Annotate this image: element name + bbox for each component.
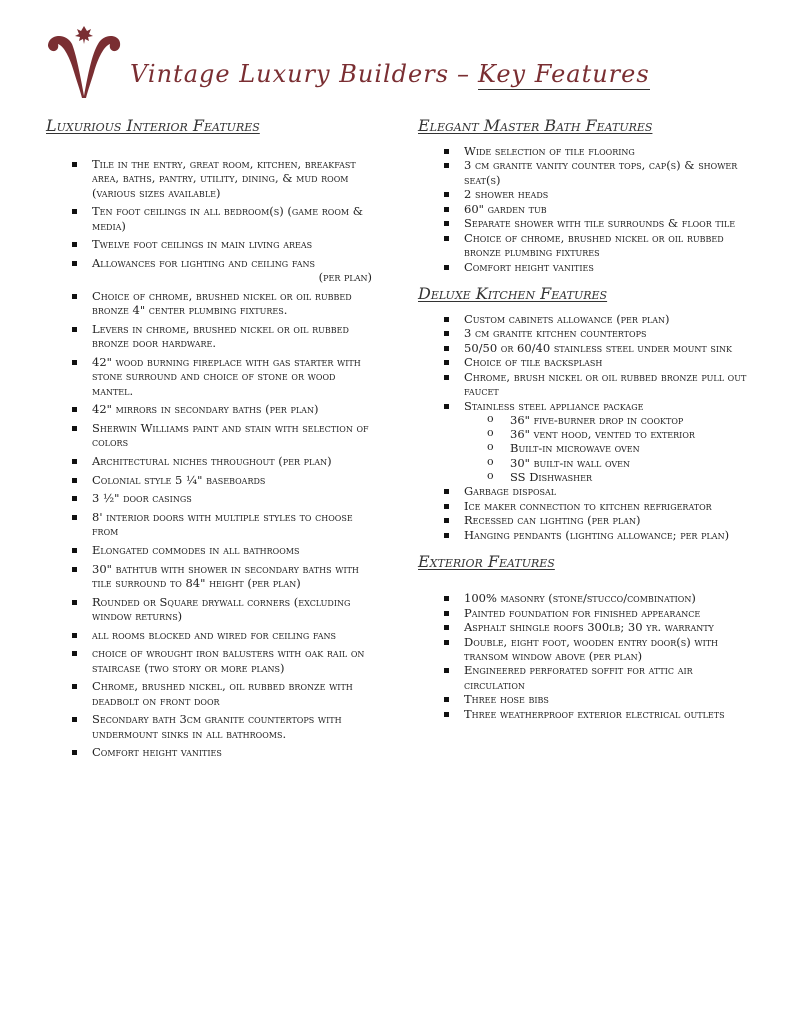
list-item: Garbage disposal [418, 484, 748, 498]
kitchen-heading: Deluxe Kitchen Features [418, 283, 608, 303]
list-item: 8' interior doors with multiple styles to choose from [46, 510, 376, 539]
list-item-text: Allowances for lighting and ceiling fans [92, 255, 315, 270]
list-item: 42" wood burning fireplace with gas starter with stone surround and choice of stone or wood mantel. [46, 355, 376, 398]
interior-section [46, 116, 376, 764]
kitchen-list [418, 312, 748, 542]
list-item: Sherwin Williams paint and stain with selection of colors [46, 421, 376, 450]
right-column [418, 116, 748, 731]
bath-heading: Elegant Master Bath Features [418, 116, 653, 135]
list-item: 30" bathtub with shower in secondary baths with tile surround to 84" height (per plan) [46, 562, 376, 591]
list-item: Levers in chrome, brushed nickel or oil rubbed bronze door hardware. [46, 322, 376, 351]
list-item: Choice of tile backsplash [418, 355, 748, 369]
exterior-section [418, 552, 748, 721]
list-item: Wide selection of tile flooring [418, 144, 748, 158]
list-item: 42" mirrors in secondary baths (per plan) [46, 402, 376, 416]
list-item: Painted foundation for finished appearance [418, 606, 748, 620]
list-item: Architectural niches throughout (per plan) [46, 454, 376, 468]
sub-list-item: o 30" built-in wall oven [464, 456, 748, 470]
list-item: Custom cabinets allowance (per plan) [418, 312, 748, 326]
list-item [418, 399, 748, 485]
page-header [44, 24, 684, 104]
list-item-text: Stainless steel appliance package [464, 398, 644, 413]
list-item: Comfort height vanities [418, 260, 748, 274]
page-subtitle: Key Features [478, 60, 650, 88]
list-item: choice of wrought iron balusters with oak rail on staircase (two story or more plans) [46, 646, 376, 675]
vintage-logo-icon [44, 24, 124, 100]
list-item: all rooms blocked and wired for ceiling fans [46, 628, 376, 642]
list-item: Comfort height vanities [46, 745, 376, 759]
list-item: Elongated commodes in all bathrooms [46, 543, 376, 557]
list-item: Chrome, brushed nickel, oil rubbed bronze with deadbolt on front door [46, 679, 376, 708]
interior-heading: Luxurious Interior Features [46, 116, 260, 135]
list-item: Separate shower with tile surrounds & floor tile [418, 216, 748, 230]
list-item: 60" garden tub [418, 202, 748, 216]
list-item: Rounded or Square drywall corners (excluding window returns) [46, 595, 376, 624]
list-item: 100% masonry (stone/stucco/combination) [418, 591, 748, 605]
list-item: Ice maker connection to kitchen refrigerator [418, 499, 748, 513]
list-item: Ten foot ceilings in all bedroom(s) (game room & media) [46, 204, 376, 233]
kitchen-section [418, 284, 748, 542]
sub-list-item: o SS Dishwasher [464, 470, 748, 484]
list-item: Three hose bibs [418, 692, 748, 706]
bath-section [418, 116, 748, 274]
bath-list [418, 144, 748, 274]
list-item: Recessed can lighting (per plan) [418, 513, 748, 527]
list-item: Chrome, brush nickel or oil rubbed bronze pull out faucet [418, 370, 748, 399]
list-item: Colonial style 5 ¼" baseboards [46, 473, 376, 487]
list-item: Tile in the entry, great room, kitchen, breakfast area, baths, pantry, utility, dining, & mud room (various sizes available) [46, 157, 376, 200]
exterior-heading: Exterior Features [418, 552, 555, 572]
sub-list-item: o 36" five-burner drop in cooktop [464, 413, 748, 427]
list-item: 3 ½" door casings [46, 491, 376, 505]
sub-list-item: o 36" vent hood, vented to exterior [464, 427, 748, 441]
exterior-list [418, 591, 748, 721]
appliance-list [464, 413, 748, 484]
list-item: Three weatherproof exterior electrical outlets [418, 707, 748, 721]
list-item: Secondary bath 3cm granite countertops with undermount sinks in all bathrooms. [46, 712, 376, 741]
list-item: Double, eight foot, wooden entry door(s) with transom window above (per plan) [418, 635, 748, 664]
list-item: 3 cm granite kitchen countertops [418, 326, 748, 340]
brand-title [130, 60, 650, 90]
sub-list-item: o Built-in microwave oven [464, 441, 748, 455]
list-item: Choice of chrome, brushed nickel or oil rubbed bronze 4" center plumbing fixtures. [46, 289, 376, 318]
interior-list [46, 157, 376, 760]
list-item-tail: (per plan) [318, 270, 372, 285]
list-item: 3 cm granite vanity counter tops, cap(s) & shower seat(s) [418, 158, 748, 187]
list-item: Asphalt shingle roofs 300lb; 30 yr. warranty [418, 620, 748, 634]
list-item: Hanging pendants (lighting allowance; per plan) [418, 528, 748, 542]
list-item: 50/50 or 60/40 stainless steel under mount sink [418, 341, 748, 355]
title-separator: – [457, 60, 471, 88]
list-item: Twelve foot ceilings in main living areas [46, 237, 376, 251]
list-item: Engineered perforated soffit for attic air circulation [418, 663, 748, 692]
list-item: 2 shower heads [418, 187, 748, 201]
brand-name: Vintage Luxury Builders [130, 60, 450, 88]
list-item [46, 256, 376, 285]
list-item: Choice of chrome, brushed nickel or oil rubbed bronze plumbing fixtures [418, 231, 748, 260]
